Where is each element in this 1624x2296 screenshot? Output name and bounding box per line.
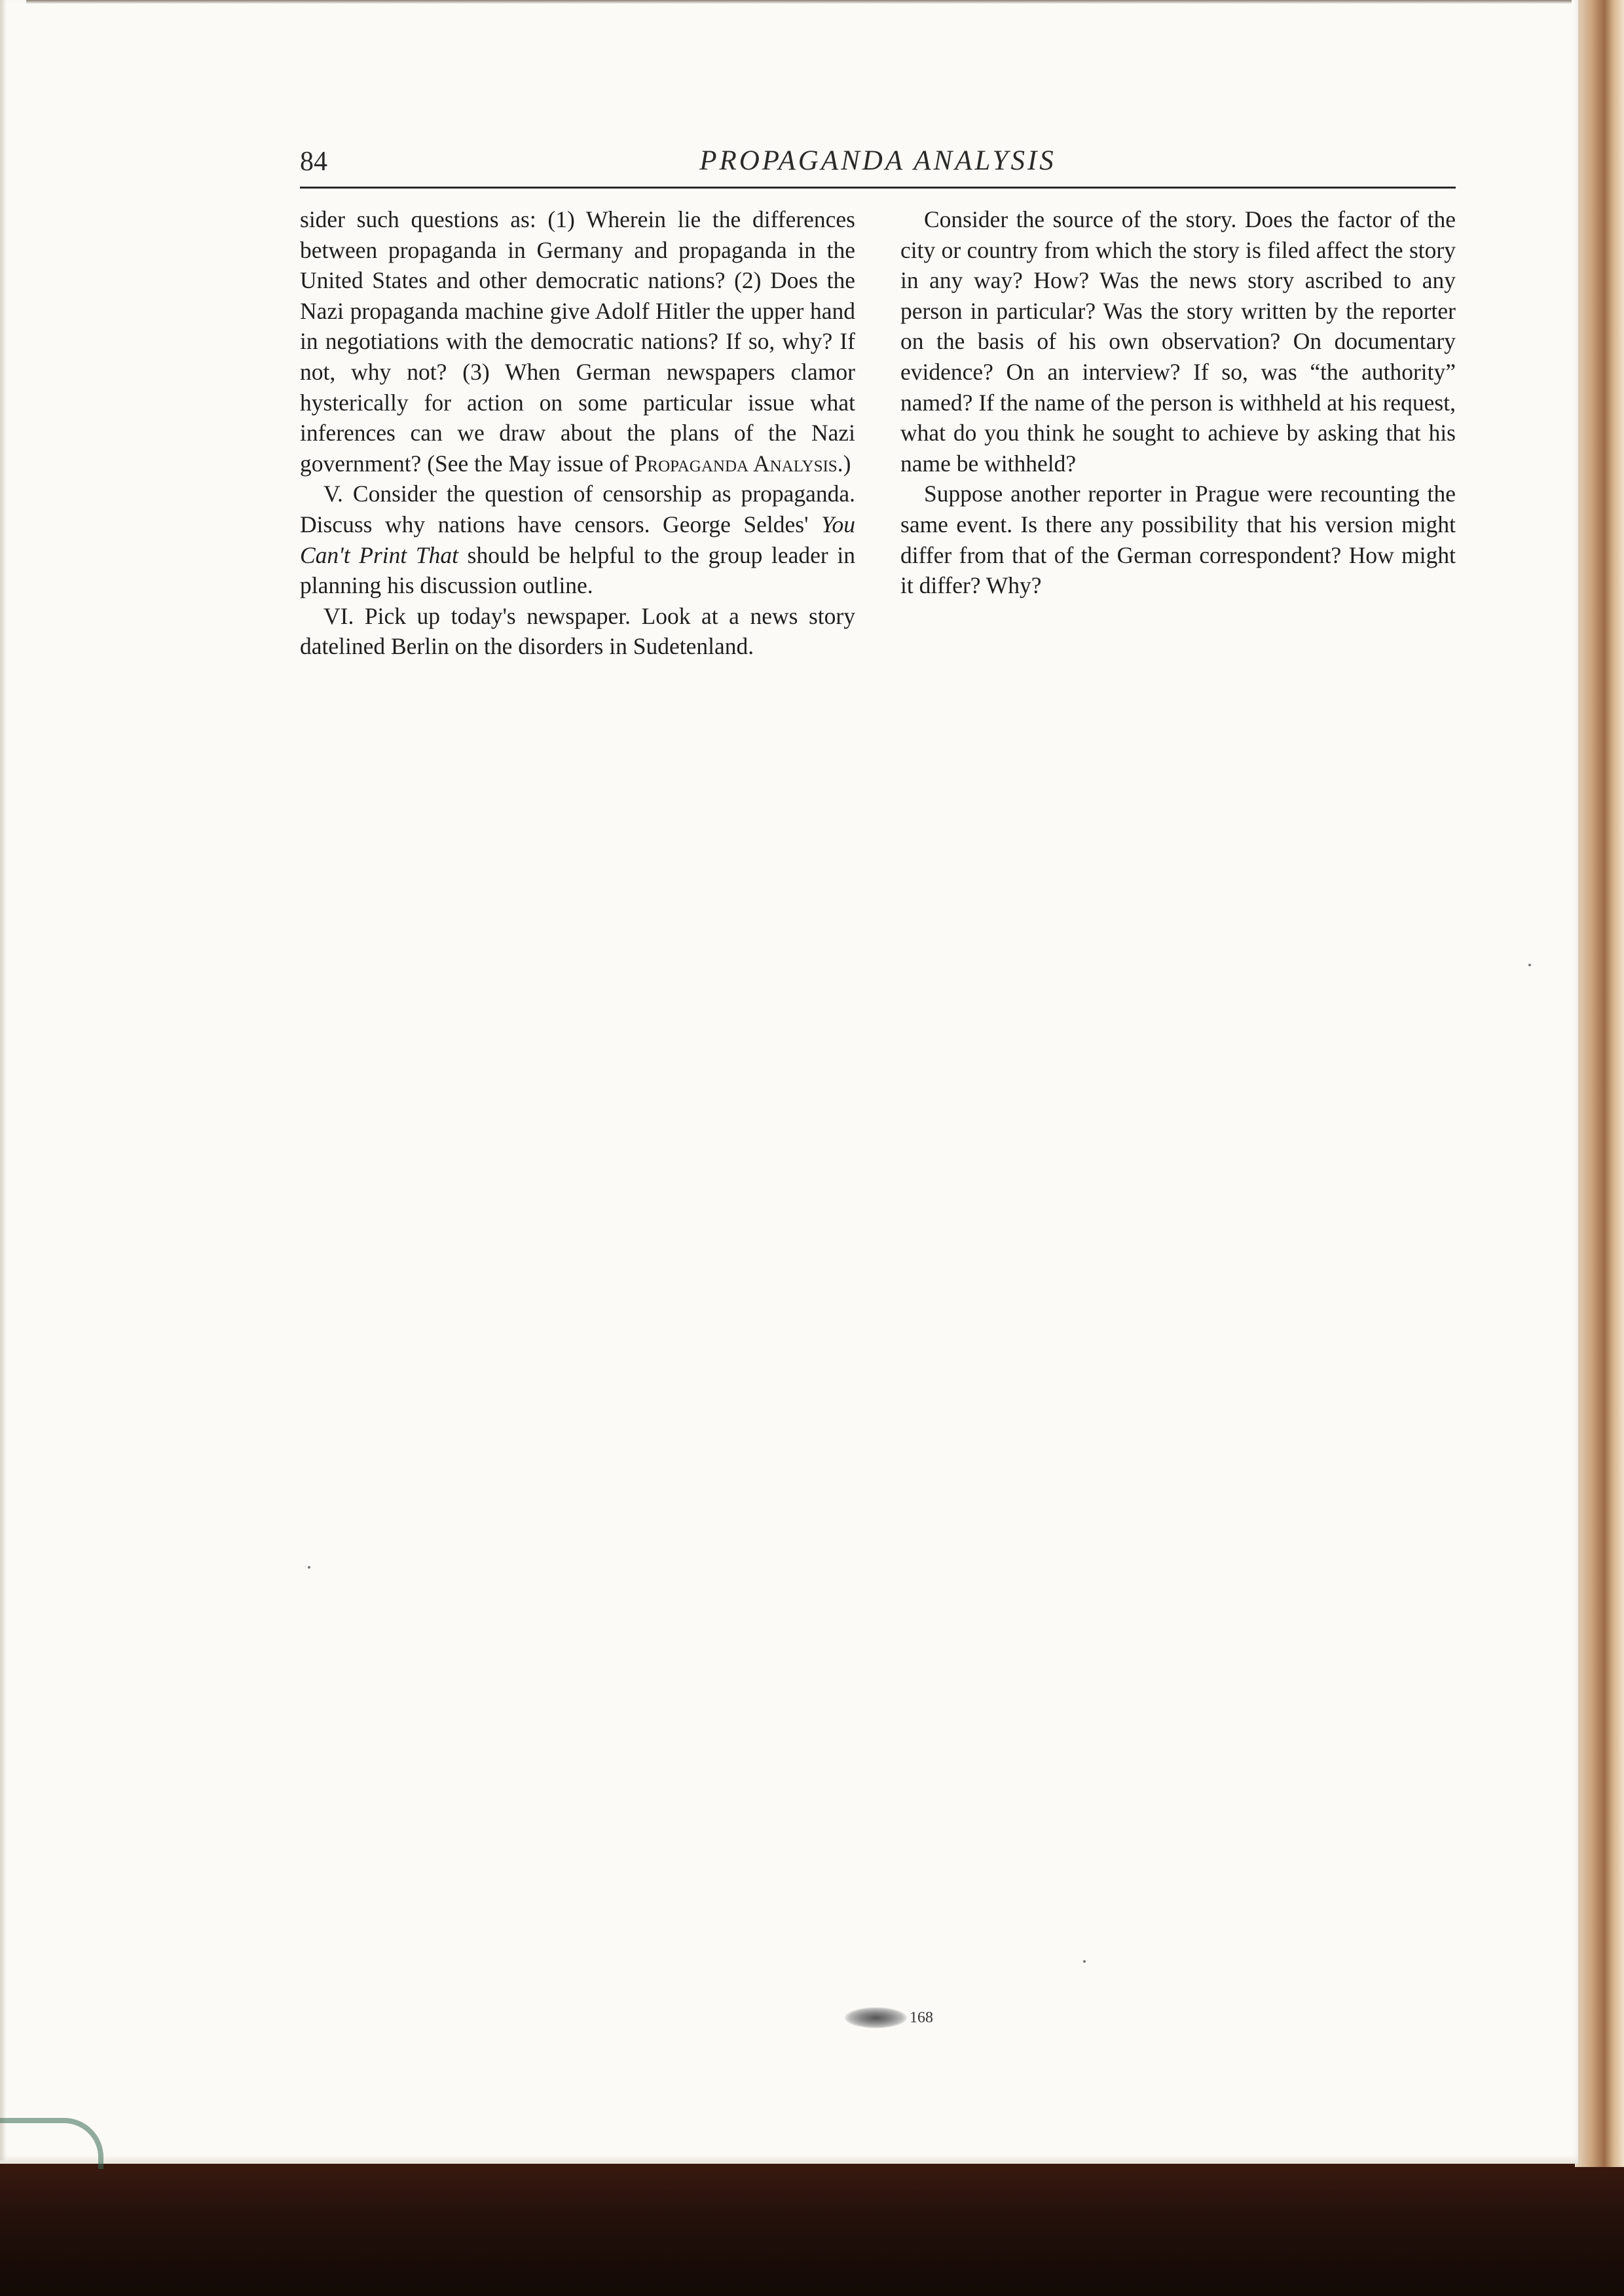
paragraph-censorship xyxy=(300,479,855,600)
page-top-shadow xyxy=(26,0,1572,4)
stamp-ornament-icon xyxy=(845,2007,907,2028)
stamp-number: 168 xyxy=(910,2009,933,2026)
paragraph-text: V. Consider the question of censorship as propaganda. Discuss why nations have censors. George Seldes' xyxy=(300,481,855,538)
page-number: 84 xyxy=(300,147,327,177)
paragraph-text: should be helpful to the group leader in planning his discussion outline. xyxy=(300,541,855,599)
cover-corner xyxy=(0,2118,103,2169)
running-head xyxy=(300,141,1456,189)
page-left-edge xyxy=(0,0,7,2160)
page-edge xyxy=(1575,0,1624,2167)
paragraph-questions xyxy=(300,204,855,479)
paragraph-text: ) xyxy=(843,450,851,477)
journal-name-smallcaps: Propaganda Analysis. xyxy=(634,450,843,477)
library-stamp xyxy=(845,2007,933,2028)
table-surface xyxy=(0,2160,1624,2296)
paragraph-newspaper: VI. Pick up today's newspaper. Look at a news story datelined Berlin on the disorders in Sudetenland. xyxy=(300,602,855,660)
book-title: You Can't Print That xyxy=(300,511,855,568)
paper-speck xyxy=(1528,964,1531,966)
journal-title: PROPAGANDA ANALYSIS xyxy=(699,145,1056,176)
paragraph-prague: Suppose another reporter in Prague were recounting the same event. Is there any possibility that his version might differ from that of the German correspondent? How might it differ? Why? xyxy=(900,481,1456,599)
paragraph-source: Consider the source of the story. Does the factor of the city or country from which the story is filed affect the story in any way? How? Was the news story ascribed to any person in particular? Was the story written by the reporter on the basis of his own observation? On documentary evidence? On an interview? If so, was “the authority” named? If the name of the person is withheld at his request, what do you think he sought to achieve by asking that his name be withheld? xyxy=(900,206,1456,477)
paper-speck xyxy=(308,1566,310,1569)
paragraph-text: sider such questions as: (1) Wherein lie the differences between propaganda in Germany and propaganda in the United States and other democratic nations? (2) Does the Nazi propaganda machine give Adolf Hitler the upper hand in negotiations with the democratic nations? If so, why? If not, why not? (3) When German newspapers clamor hysterically for action on some particular issue what inferences can we draw about the plans of the Nazi government? (See the May issue of xyxy=(300,206,855,477)
right-column xyxy=(900,204,1456,601)
left-column xyxy=(300,204,855,662)
paper-speck xyxy=(1083,1960,1086,1963)
